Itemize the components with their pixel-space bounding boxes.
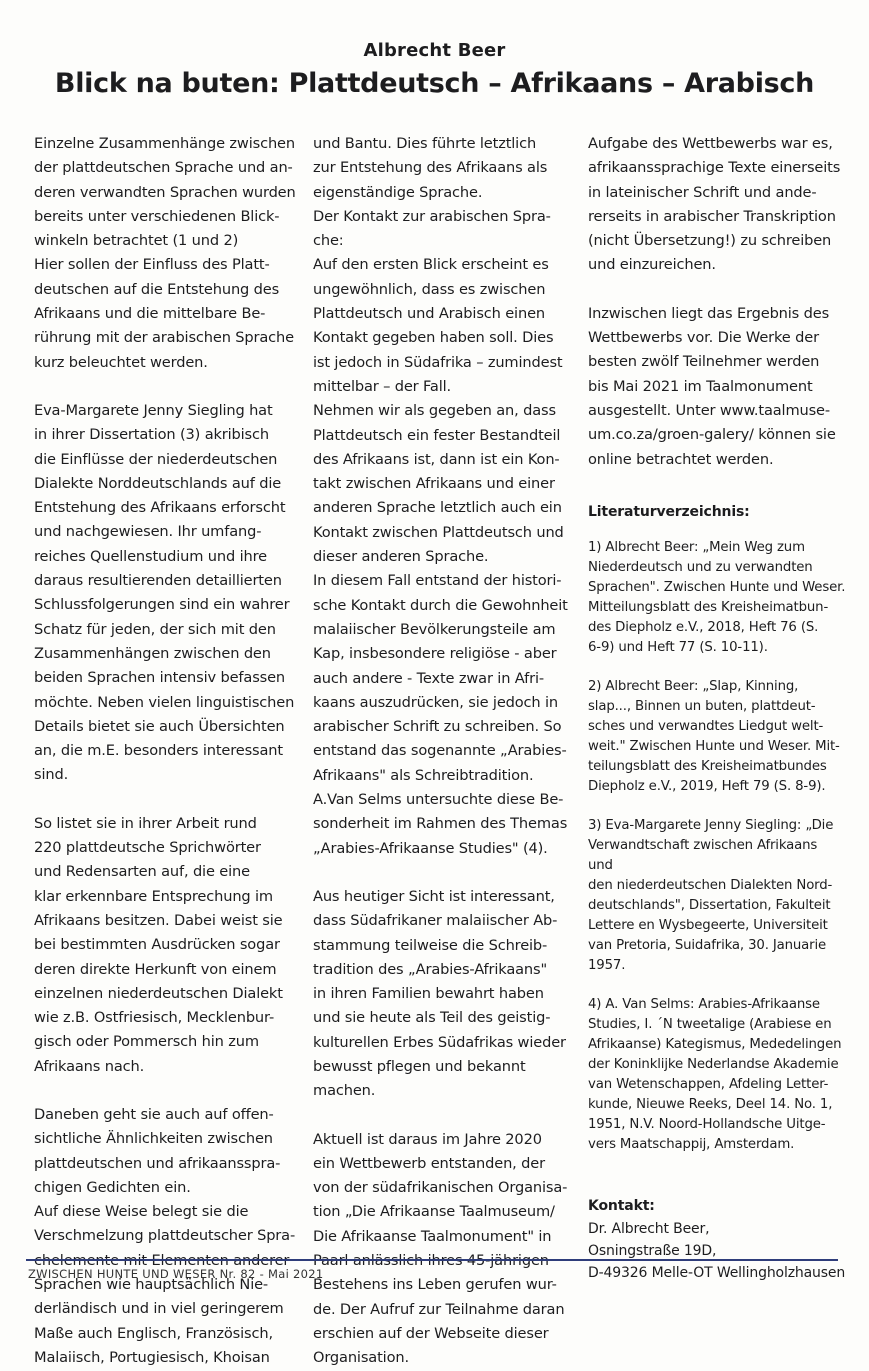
text-line: dieser anderen Sprache. <box>313 548 489 566</box>
bibliography-entry <box>588 677 846 797</box>
text-line: Sprachen wie hauptsächlich Nie- <box>34 1276 269 1294</box>
text-line: auch andere - Texte zwar in Afri- <box>313 669 544 687</box>
text-line: winkeln betrachtet (1 und 2) <box>34 232 239 250</box>
text-line: mittelbar – der Fall. <box>313 377 452 395</box>
text-line: (nicht Übersetzung!) zu schreiben <box>588 232 832 250</box>
contact-line: Dr. Albrecht Beer, <box>588 1221 710 1238</box>
bibliography-line: teilungsblatt des Kreisheimatbundes <box>588 759 827 775</box>
text-line: Bestehens ins Leben gerufen wur- <box>313 1276 557 1294</box>
text-line: Aus heutiger Sicht ist interessant, <box>313 887 555 905</box>
text-line: plattdeutschen und afrikaansspra- <box>34 1154 281 1172</box>
text-line: So listet sie in ihrer Arbeit rund <box>34 814 257 832</box>
bibliography-line: der Koninklijke Nederlandse Akademie <box>588 1057 839 1073</box>
text-line: möchte. Neben vielen linguistischen <box>34 693 295 711</box>
bibliography-line: 3) Eva-Margarete Jenny Siegling: „Die <box>588 818 834 834</box>
text-line: Maße auch Englisch, Französisch, <box>34 1324 273 1342</box>
bibliography-line: weit." Zwischen Hunte und Weser. Mit- <box>588 739 840 755</box>
text-line: Die Afrikaanse Taalmonument" in <box>313 1227 552 1245</box>
text-line: takt zwischen Afrikaans und einer <box>313 475 555 493</box>
text-line: und einzureichen. <box>588 256 716 274</box>
paragraph-gap <box>34 375 296 399</box>
text-line: arabischer Schrift zu schreiben. So <box>313 718 562 736</box>
text-line: und Redensarten auf, die eine <box>34 863 250 881</box>
text-line: Dialekte Norddeutschlands auf die <box>34 474 282 492</box>
text-line: in ihren Familien bewahrt haben <box>313 985 544 1003</box>
text-line: in ihrer Dissertation (3) akribisch <box>34 426 269 444</box>
text-line: ist jedoch in Südafrika – zumindest <box>313 353 563 371</box>
text-line: reiches Quellenstudium und ihre <box>34 547 267 565</box>
text-line: anderen Sprache letztlich auch ein <box>313 499 562 517</box>
bibliography-line: Mitteilungsblatt des Kreisheimatbun- <box>588 600 829 616</box>
text-line: Nehmen wir als gegeben an, dass <box>313 402 556 420</box>
text-line: bereits unter verschiedenen Blick- <box>34 207 280 225</box>
bibliography-heading: Literaturverzeichnis: <box>588 503 750 520</box>
text-line: entstand das sogenannte „Arabies- <box>313 742 567 760</box>
text-line: Kontakt gegeben haben soll. Dies <box>313 329 554 347</box>
text-line: an, die m.E. besonders interessant <box>34 742 283 760</box>
text-line: sichtliche Ähnlichkeiten zwischen <box>34 1130 273 1148</box>
text-line: malaiischer Bevölkerungsteile am <box>313 620 556 638</box>
text-line: und nachgewiesen. Ihr umfang- <box>34 523 262 541</box>
bibliography-line: Niederdeutsch und zu verwandten <box>588 560 813 576</box>
bibliography-line: sches und verwandtes Liedgut welt- <box>588 719 824 735</box>
text-line: Aufgabe des Wettbewerbs war es, <box>588 135 833 152</box>
text-line: kurz beleuchtet werden. <box>34 353 208 371</box>
text-line: Entstehung des Afrikaans erforscht <box>34 499 286 517</box>
text-line: um.co.za/groen-galery/ können sie <box>588 426 836 444</box>
text-line: Organisation. <box>313 1349 409 1367</box>
bibliography-line: slap..., Binnen un buten, plattdeut- <box>588 699 816 715</box>
bibliography-line: van Wetenschappen, Afdeling Letter- <box>588 1077 829 1093</box>
text-line: rührung mit der arabischen Sprache <box>34 329 294 347</box>
text-line: In diesem Fall entstand der histori- <box>313 572 562 590</box>
paragraph-gap <box>34 1079 296 1103</box>
text-line: dass Südafrikaner malaiischer Ab- <box>313 912 558 930</box>
bibliography-line: deutschlands", Dissertation, Fakulteit <box>588 898 831 914</box>
section-gap <box>588 1174 846 1194</box>
text-line: sche Kontakt durch die Gewohnheit <box>313 596 568 614</box>
footer-rule <box>26 1259 838 1261</box>
text-line: Verschmelzung plattdeutscher Spra- <box>34 1227 296 1245</box>
text-line: bis Mai 2021 im Taalmonument <box>588 377 813 395</box>
text-line: tion „Die Afrikaanse Taalmuseum/ <box>313 1203 555 1221</box>
column-2 <box>313 132 575 1371</box>
contact-heading: Kontakt: <box>588 1198 655 1215</box>
column-1 <box>34 132 296 1370</box>
bibliography-entry <box>588 995 846 1155</box>
text-line: Zusammenhängen zwischen den <box>34 644 271 662</box>
text-line: Auf den ersten Blick erscheint es <box>313 256 549 274</box>
text-line: und sie heute als Teil des geistig- <box>313 1009 551 1027</box>
bibliography-line: Studies, I. ´N tweetalige (Arabiese en <box>588 1017 832 1033</box>
bibliography-line: Verwandtschaft zwischen Afrikaans und <box>588 838 818 874</box>
text-line: eigenständige Sprache. <box>313 183 483 201</box>
bibliography-line: den niederdeutschen Dialekten Nord- <box>588 878 833 894</box>
bibliography-line: vers Maatschappij, Amsterdam. <box>588 1137 795 1153</box>
text-line: beiden Sprachen intensiv befassen <box>34 669 286 687</box>
text-line: Inzwischen liegt das Ergebnis des <box>588 304 830 322</box>
contact-line: D-49326 Melle-OT Wellingholzhausen <box>588 1265 846 1282</box>
text-line: sind. <box>34 766 69 784</box>
text-line: Afrikaans" als Schreibtradition. <box>313 766 534 784</box>
bibliography-line: 1957. <box>588 958 626 974</box>
text-line <box>313 1249 575 1273</box>
text-line: 220 plattdeutsche Sprichwörter <box>34 839 261 857</box>
text-line: tradition des „Arabies-Afrikaans" <box>313 960 548 978</box>
text-line: ein Wettbewerb entstanden, der <box>313 1154 545 1172</box>
text-line: Plattdeutsch ein fester Bestandteil <box>313 426 561 444</box>
text-line: Afrikaans und die mittelbare Be- <box>34 305 266 323</box>
text-line: kulturellen Erbes Südafrikas wieder <box>313 1033 566 1051</box>
bibliography-entry <box>588 538 846 658</box>
text-line: rerseits in arabischer Transkription <box>588 207 836 225</box>
text-line: sonderheit im Rahmen des Themas <box>313 815 568 833</box>
footer-text: ZWISCHEN HUNTE UND WESER Nr. 82 - Mai 2021 <box>28 1267 324 1281</box>
text-line: ungewöhnlich, dass es zwischen <box>313 280 546 298</box>
text-line: von der südafrikanischen Organisa- <box>313 1179 568 1197</box>
bibliography-line: van Pretoria, Suidafrika, 30. Januarie <box>588 938 827 954</box>
text-line: derländisch und in viel geringerem <box>34 1300 284 1318</box>
column-3 <box>588 132 846 1284</box>
bibliography-entry <box>588 816 846 976</box>
bibliography-line: 1) Albrecht Beer: „Mein Weg zum <box>588 540 805 556</box>
paragraph-gap <box>588 278 846 302</box>
text-line: deren verwandten Sprachen wurden <box>34 183 296 201</box>
text-line: bewusst pflegen und bekannt <box>313 1057 526 1075</box>
text-line: Daneben geht sie auch auf offen- <box>34 1105 274 1123</box>
text-line: Kap, insbesondere religiöse - aber <box>313 645 557 663</box>
text-line: der plattdeutschen Sprache und an- <box>34 159 293 177</box>
text-line: A.Van Selms untersuchte diese Be- <box>313 791 564 809</box>
bibliography-line: Diepholz e.V., 2019, Heft 79 (S. 8-9). <box>588 779 826 795</box>
text-line: die Einflüsse der niederdeutschen <box>34 450 278 468</box>
text-line: de. Der Aufruf zur Teilnahme daran <box>313 1300 565 1318</box>
text-line: Afrikaans besitzen. Dabei weist sie <box>34 911 283 929</box>
text-line: wie z.B. Ostfriesisch, Mecklenbur- <box>34 1009 275 1027</box>
text-line: stammung teilweise die Schreib- <box>313 936 548 954</box>
paragraph-gap <box>588 472 846 496</box>
text-line: online betrachtet werden. <box>588 450 774 468</box>
text-line: chigen Gedichten ein. <box>34 1178 191 1196</box>
text-line: Plattdeutsch und Arabisch einen <box>313 305 545 323</box>
text-line: Wettbewerbs vor. Die Werke der <box>588 329 819 347</box>
text-line: erschien auf der Webseite dieser <box>313 1324 549 1342</box>
text-line: klar erkennbare Entsprechung im <box>34 887 273 905</box>
bibliography-line: Afrikaanse) Kategismus, Mededelingen <box>588 1037 842 1053</box>
bibliography-line: des Diepholz e.V., 2018, Heft 76 (S. <box>588 620 819 636</box>
text-line: deren direkte Herkunft von einem <box>34 960 277 978</box>
bibliography-line: 4) A. Van Selms: Arabies-Afrikaanse <box>588 997 820 1013</box>
text-line: Kontakt zwischen Plattdeutsch und <box>313 523 564 541</box>
author-name: Albrecht Beer <box>363 40 506 61</box>
bibliography-line: 1951, N.V. Noord-Hollandsche Uitge- <box>588 1117 826 1133</box>
text-line: Hier sollen der Einfluss des Platt- <box>34 256 270 274</box>
text-line: daraus resultierenden detaillierten <box>34 572 282 590</box>
bibliography-line: 6-9) und Heft 77 (S. 10-11). <box>588 640 768 656</box>
bibliography-line: 2) Albrecht Beer: „Slap, Kinning, <box>588 679 799 695</box>
text-line: kaans auszudrücken, sie jedoch in <box>313 693 559 711</box>
text-line: Auf diese Weise belegt sie die <box>34 1203 249 1221</box>
text-line: zur Entstehung des Afrikaans als <box>313 159 548 177</box>
text-line: deutschen auf die Entstehung des <box>34 280 280 298</box>
text-line: des Afrikaans ist, dann ist ein Kon- <box>313 450 560 468</box>
text-line: und Bantu. Dies führte letztlich <box>313 135 537 152</box>
paragraph-gap <box>313 861 575 885</box>
text-line: machen. <box>313 1082 376 1100</box>
bibliography-line: kunde, Nieuwe Reeks, Deel 14. No. 1, <box>588 1097 833 1113</box>
text-line: gisch oder Pommersch hin zum <box>34 1033 259 1051</box>
text-line: Einzelne Zusammenhänge zwischen <box>34 135 295 152</box>
text-line: Malaiisch, Portugiesisch, Khoisan <box>34 1348 270 1366</box>
text-line: Der Kontakt zur arabischen Spra- <box>313 207 551 225</box>
article-title: Blick na buten: Plattdeutsch – Afrikaans – Arabisch <box>54 68 815 99</box>
text-line: besten zwölf Teilnehmer werden <box>588 353 820 371</box>
text-line: einzelnen niederdeutschen Dialekt <box>34 984 283 1002</box>
text-line: Details bietet sie auch Übersichten <box>34 717 285 735</box>
paragraph-gap <box>34 788 296 812</box>
text-line: „Arabies-Afrikaanse Studies" (4). <box>313 839 548 857</box>
text-line: che: <box>313 232 344 250</box>
text-line: Schatz für jeden, der sich mit den <box>34 620 276 638</box>
text-line: Afrikaans nach. <box>34 1057 145 1075</box>
paragraph-gap <box>313 1104 575 1128</box>
text-line: Aktuell ist daraus im Jahre 2020 <box>313 1130 542 1148</box>
text-line: bei bestimmten Ausdrücken sogar <box>34 936 280 954</box>
text-line: ausgestellt. Unter www.taalmuse- <box>588 401 831 419</box>
text-line: Eva-Margarete Jenny Siegling hat <box>34 401 273 419</box>
text-line: Schlussfolgerungen sind ein wahrer <box>34 596 290 614</box>
text-line: in lateinischer Schrift und ande- <box>588 183 817 201</box>
bibliography-line: Sprachen". Zwischen Hunte und Weser. <box>588 580 846 596</box>
text-line: afrikaanssprachige Texte einerseits <box>588 159 841 177</box>
bibliography-line: Lettere en Wysbegeerte, Universiteit <box>588 918 828 934</box>
contact-line: Osningstraße 19D, <box>588 1243 717 1260</box>
